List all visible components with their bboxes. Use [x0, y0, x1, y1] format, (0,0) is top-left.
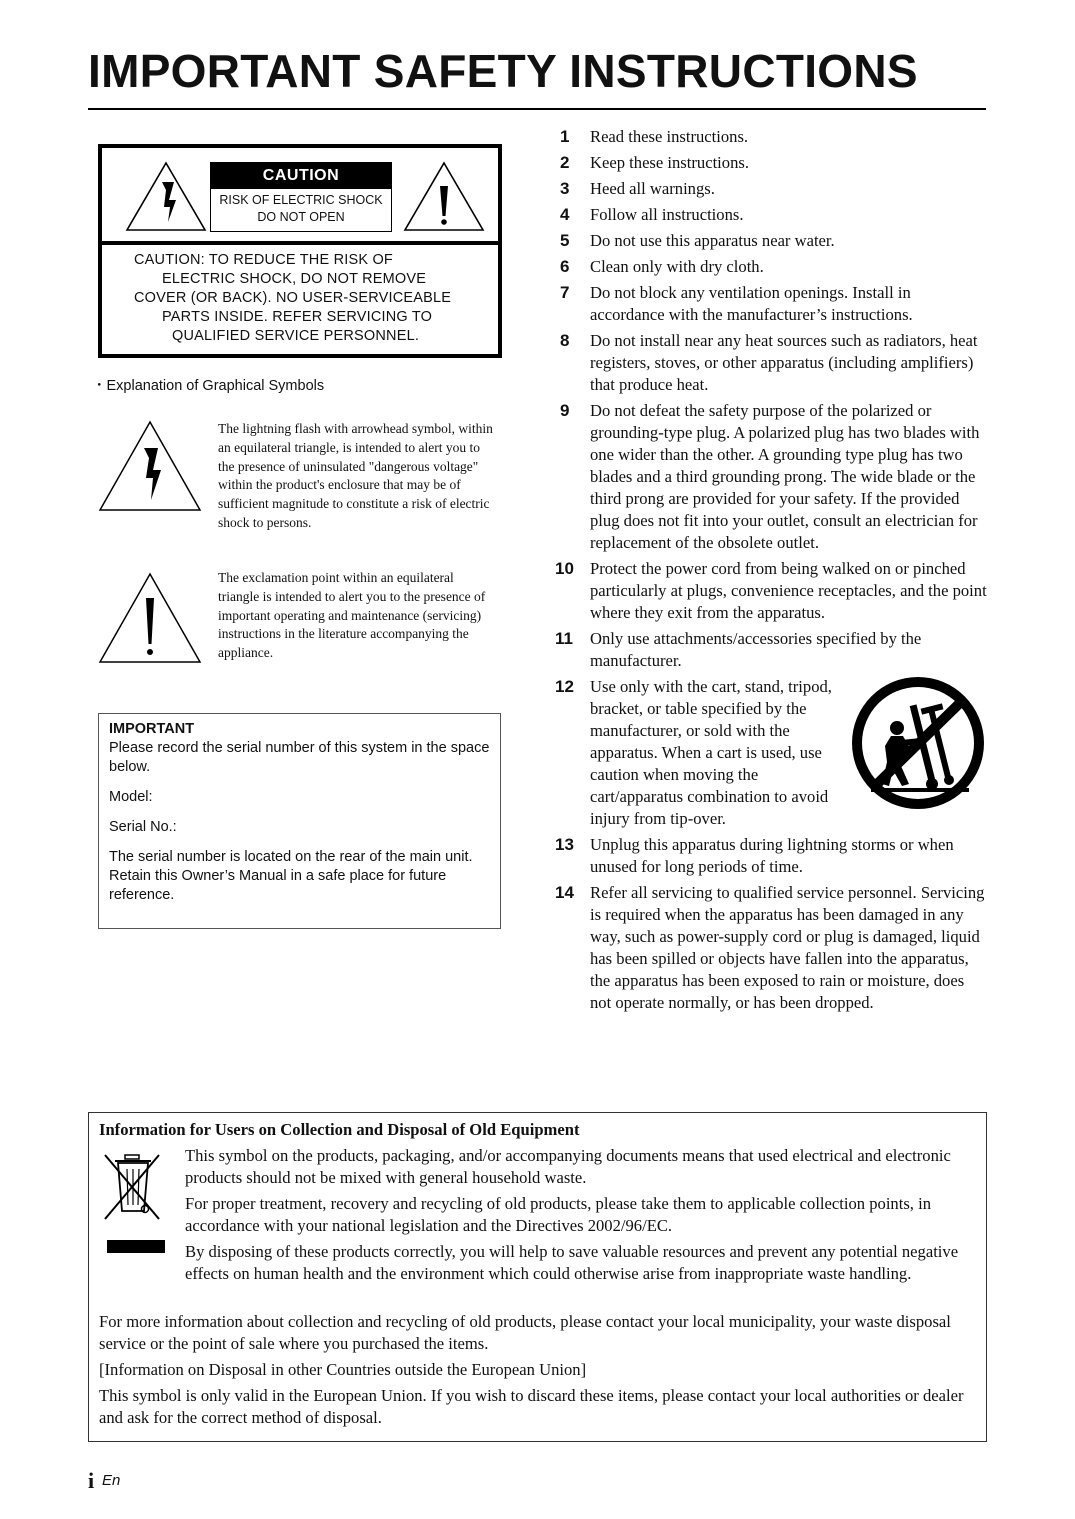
- caution-text-line: ELECTRIC SHOCK, DO NOT REMOVE: [162, 271, 427, 287]
- page-number: i: [88, 1468, 95, 1493]
- caution-sub-line-1: RISK OF ELECTRIC SHOCK: [219, 193, 383, 207]
- important-record-text: Please record the serial number of this system in the space below.: [109, 740, 490, 775]
- instruction-item: [555, 330, 987, 396]
- instruction-text: Do not install near any heat sources such as radiators, heat registers, stoves, or other apparatus (including amplifiers) that produce heat.: [590, 331, 978, 394]
- caution-label: [98, 144, 502, 358]
- instruction-number: 1: [560, 127, 570, 146]
- instruction-number: 2: [560, 153, 570, 172]
- important-box: [98, 713, 501, 929]
- model-label: Model:: [109, 789, 153, 805]
- instruction-item: [555, 204, 987, 226]
- disposal-paragraph: For proper treatment, recovery and recycling of old products, please take them to applicable collection points, in accordance with your national legislation and the Directives 2002/96/EC.: [185, 1194, 932, 1235]
- caution-text-line: QUALIFIED SERVICE PERSONNEL.: [172, 328, 420, 344]
- disposal-paragraph: This symbol on the products, packaging, and/or accompanying documents means that used electrical and electronic products should not be mixed with general household waste.: [185, 1146, 951, 1187]
- instruction-number: 12: [555, 677, 574, 696]
- instruction-text: Use only with the cart, stand, tripod, bracket, or table specified by the manufacturer, or sold with the apparatus. When a cart is used, use caution when moving the cart/apparatus combination to avoid injury from tip-over.: [590, 677, 832, 828]
- instruction-number: 11: [555, 629, 573, 648]
- lightning-symbol-description: The lightning flash with arrowhead symbol, within an equilateral triangle, is intended to alert you to the presence of uninsulated "dangerous voltage" within the product's enclosure that may be of sufficient magnitude to constitute a risk of electric shock to persons.: [218, 421, 493, 530]
- instructions-list: [555, 126, 987, 1018]
- exclamation-warning-icon: [402, 160, 486, 232]
- disposal-info-box: [88, 1112, 987, 1442]
- crossed-bin-icon: [101, 1149, 163, 1225]
- instruction-item: [555, 256, 987, 278]
- important-heading: IMPORTANT: [109, 721, 195, 737]
- instruction-item: [555, 676, 987, 830]
- instruction-text: Refer all servicing to qualified service personnel. Servicing is required when the apparatus has been damaged in any way, such as power-supply cord or plug is damaged, liquid has been spilled or objects have fallen into the apparatus, the apparatus has been exposed to rain or moisture, does not operate normally, or has been dropped.: [590, 883, 985, 1012]
- instruction-item: [555, 834, 987, 878]
- lightning-symbol-icon: [98, 420, 202, 512]
- caution-label-panel: [210, 162, 392, 232]
- symbols-heading: ・Explanation of Graphical Symbols: [92, 378, 325, 394]
- disposal-paragraph: [Information on Disposal in other Countries outside the European Union]: [99, 1360, 587, 1379]
- instruction-item: [555, 230, 987, 252]
- instruction-number: 7: [560, 283, 570, 302]
- instruction-text: Do not defeat the safety purpose of the polarized or grounding-type plug. A polarized plug has two blades with one wider than the other. A grounding type plug has two blades and a third grounding prong. The wide blade or the third prong are provided for your safety. If the provided plug does not fit into your outlet, consult an electrician for replacement of the obsolete outlet.: [590, 401, 980, 552]
- instruction-text: Keep these instructions.: [590, 153, 749, 172]
- caution-divider: [102, 241, 498, 245]
- serial-location-text: The serial number is located on the rear of the main unit.: [109, 849, 473, 865]
- instruction-number: 8: [560, 331, 570, 350]
- bin-underline-bar: [107, 1240, 165, 1253]
- instruction-number: 3: [560, 179, 570, 198]
- caution-text-line: CAUTION: TO REDUCE THE RISK OF: [134, 252, 393, 268]
- disposal-paragraph: For more information about collection and recycling of old products, please contact your local municipality, your waste disposal service or the point of sale where you purchased the items.: [99, 1312, 951, 1353]
- instruction-item: [555, 152, 987, 174]
- instruction-text: Protect the power cord from being walked on or pinched particularly at plugs, convenience receptacles, and the point where they exit from the apparatus.: [590, 559, 987, 622]
- caution-text: [132, 251, 492, 346]
- instruction-text: Clean only with dry cloth.: [590, 257, 764, 276]
- caution-text-line: COVER (OR BACK). NO USER-SERVICEABLE: [134, 290, 452, 306]
- page-title: IMPORTANT SAFETY INSTRUCTIONS: [88, 45, 918, 97]
- caution-label-top: [102, 148, 498, 240]
- instruction-number: 14: [555, 883, 574, 902]
- exclamation-symbol-icon: [98, 572, 202, 664]
- title-rule: [88, 108, 986, 110]
- disposal-paragraph: By disposing of these products correctly, you will help to save valuable resources and prevent any potential negative effects on human health and the environment which could otherwise arise from inappropriate waste handling.: [185, 1242, 959, 1283]
- caution-text-line: PARTS INSIDE. REFER SERVICING TO: [162, 309, 433, 325]
- instruction-number: 5: [560, 231, 570, 250]
- instruction-text: Only use attachments/accessories specified by the manufacturer.: [590, 629, 922, 670]
- retain-manual-text: Retain this Owner’s Manual in a safe place for future reference.: [109, 868, 447, 903]
- instruction-item: [555, 400, 987, 554]
- disposal-paragraph: This symbol is only valid in the European Union. If you wish to discard these items, please contact your local authorities or dealer and ask for the correct method of disposal.: [99, 1386, 964, 1427]
- exclamation-symbol-description: The exclamation point within an equilateral triangle is intended to alert you to the presence of important operating and maintenance (servicing) instructions in the literature accompanying the appliance.: [218, 570, 486, 661]
- language-code: En: [102, 1472, 121, 1489]
- instruction-text: Read these instructions.: [590, 127, 749, 146]
- disposal-indented-text: [185, 1145, 980, 1289]
- instruction-item: [555, 628, 987, 672]
- caution-header: CAUTION: [211, 163, 391, 189]
- instruction-item: [555, 558, 987, 624]
- serial-label: Serial No.:: [109, 819, 177, 835]
- instruction-text: Unplug this apparatus during lightning storms or when unused for long periods of time.: [590, 835, 954, 876]
- instruction-item: [555, 882, 987, 1014]
- instruction-item: [555, 282, 987, 326]
- caution-sub-line-2: DO NOT OPEN: [257, 210, 345, 224]
- instruction-number: 4: [560, 205, 570, 224]
- instruction-text: Do not use this apparatus near water.: [590, 231, 835, 250]
- instruction-text: Do not block any ventilation openings. Install in accordance with the manufacturer’s instructions.: [590, 283, 913, 324]
- instruction-item: [555, 126, 987, 148]
- cart-tip-over-warning-icon: [851, 676, 987, 810]
- instruction-number: 10: [555, 559, 574, 578]
- instruction-number: 13: [555, 835, 574, 854]
- disposal-full-text: [99, 1311, 979, 1433]
- instruction-text: Heed all warnings.: [590, 179, 715, 198]
- disposal-heading: Information for Users on Collection and Disposal of Old Equipment: [99, 1120, 580, 1139]
- lightning-warning-icon: [124, 160, 208, 232]
- instruction-text: Follow all instructions.: [590, 205, 744, 224]
- instruction-number: 9: [560, 401, 570, 420]
- instruction-item: [555, 178, 987, 200]
- instruction-number: 6: [560, 257, 570, 276]
